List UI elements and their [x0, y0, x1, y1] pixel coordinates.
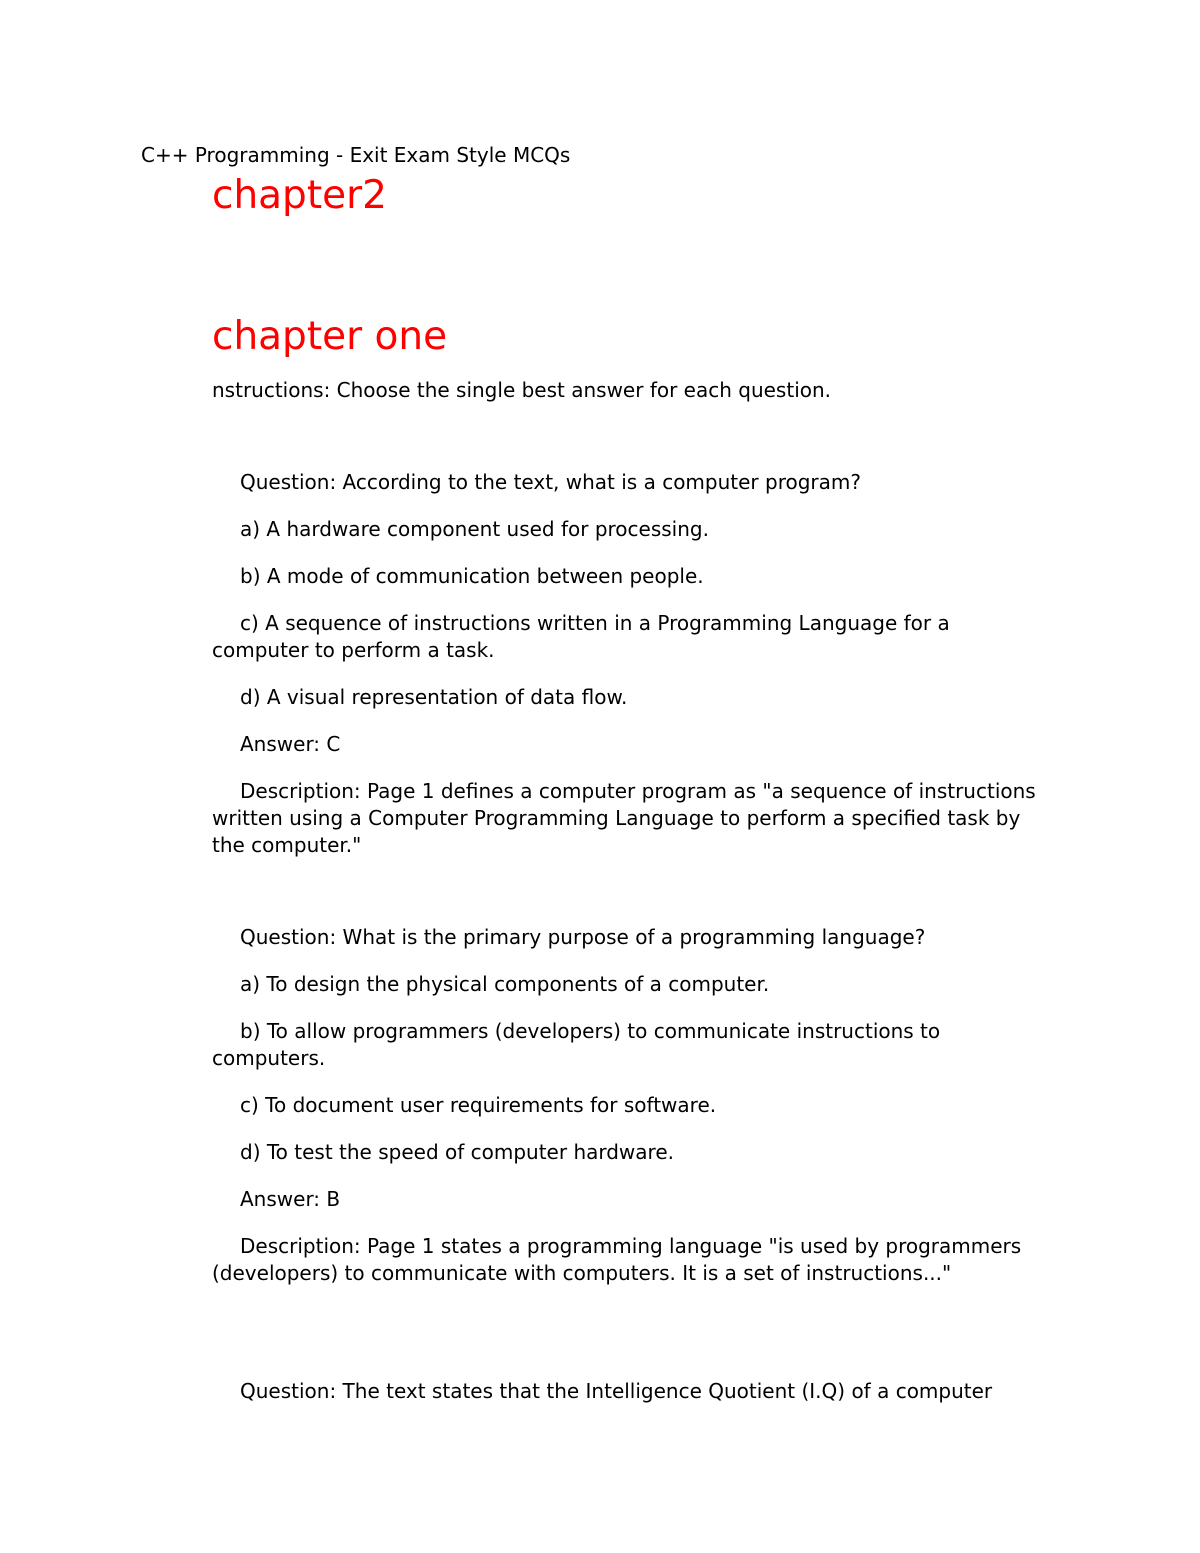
chapter-heading-2: chapter2: [212, 173, 387, 218]
answer-text: Answer: C: [240, 732, 341, 756]
chapter-heading-one: chapter one: [212, 314, 448, 359]
question-block-3: [212, 1378, 1042, 1425]
description-text: Description: Page 1 states a programming language "is used by programmers (developers) to communicate with computers. It is a set of instructions...": [212, 1234, 1022, 1285]
instructions-text: nstructions: Choose the single best answer for each question.: [212, 378, 832, 402]
option-b: b) To allow programmers (developers) to communicate instructions to computers.: [212, 1019, 941, 1070]
question-text: Question: The text states that the Intelligence Quotient (I.Q) of a computer: [240, 1379, 993, 1403]
option-c: c) To document user requirements for software.: [240, 1093, 717, 1117]
question-text: Question: According to the text, what is a computer program?: [240, 470, 861, 494]
option-d: d) To test the speed of computer hardware.: [240, 1140, 674, 1164]
question-text: Question: What is the primary purpose of a programming language?: [240, 925, 926, 949]
option-c: c) A sequence of instructions written in a Programming Language for a computer to perform a task.: [212, 611, 950, 662]
question-block-1: [212, 469, 1042, 879]
option-a: a) A hardware component used for processing.: [240, 517, 709, 541]
document-title: C++ Programming - Exit Exam Style MCQs: [141, 143, 571, 167]
description-text: Description: Page 1 defines a computer program as "a sequence of instructions written using a Computer Programming Language to perform a specified task by the computer.": [212, 779, 1036, 857]
option-a: a) To design the physical components of a computer.: [240, 972, 770, 996]
answer-text: Answer: B: [240, 1187, 341, 1211]
option-b: b) A mode of communication between people.: [240, 564, 704, 588]
option-d: d) A visual representation of data flow.: [240, 685, 628, 709]
question-block-2: [212, 924, 1042, 1307]
